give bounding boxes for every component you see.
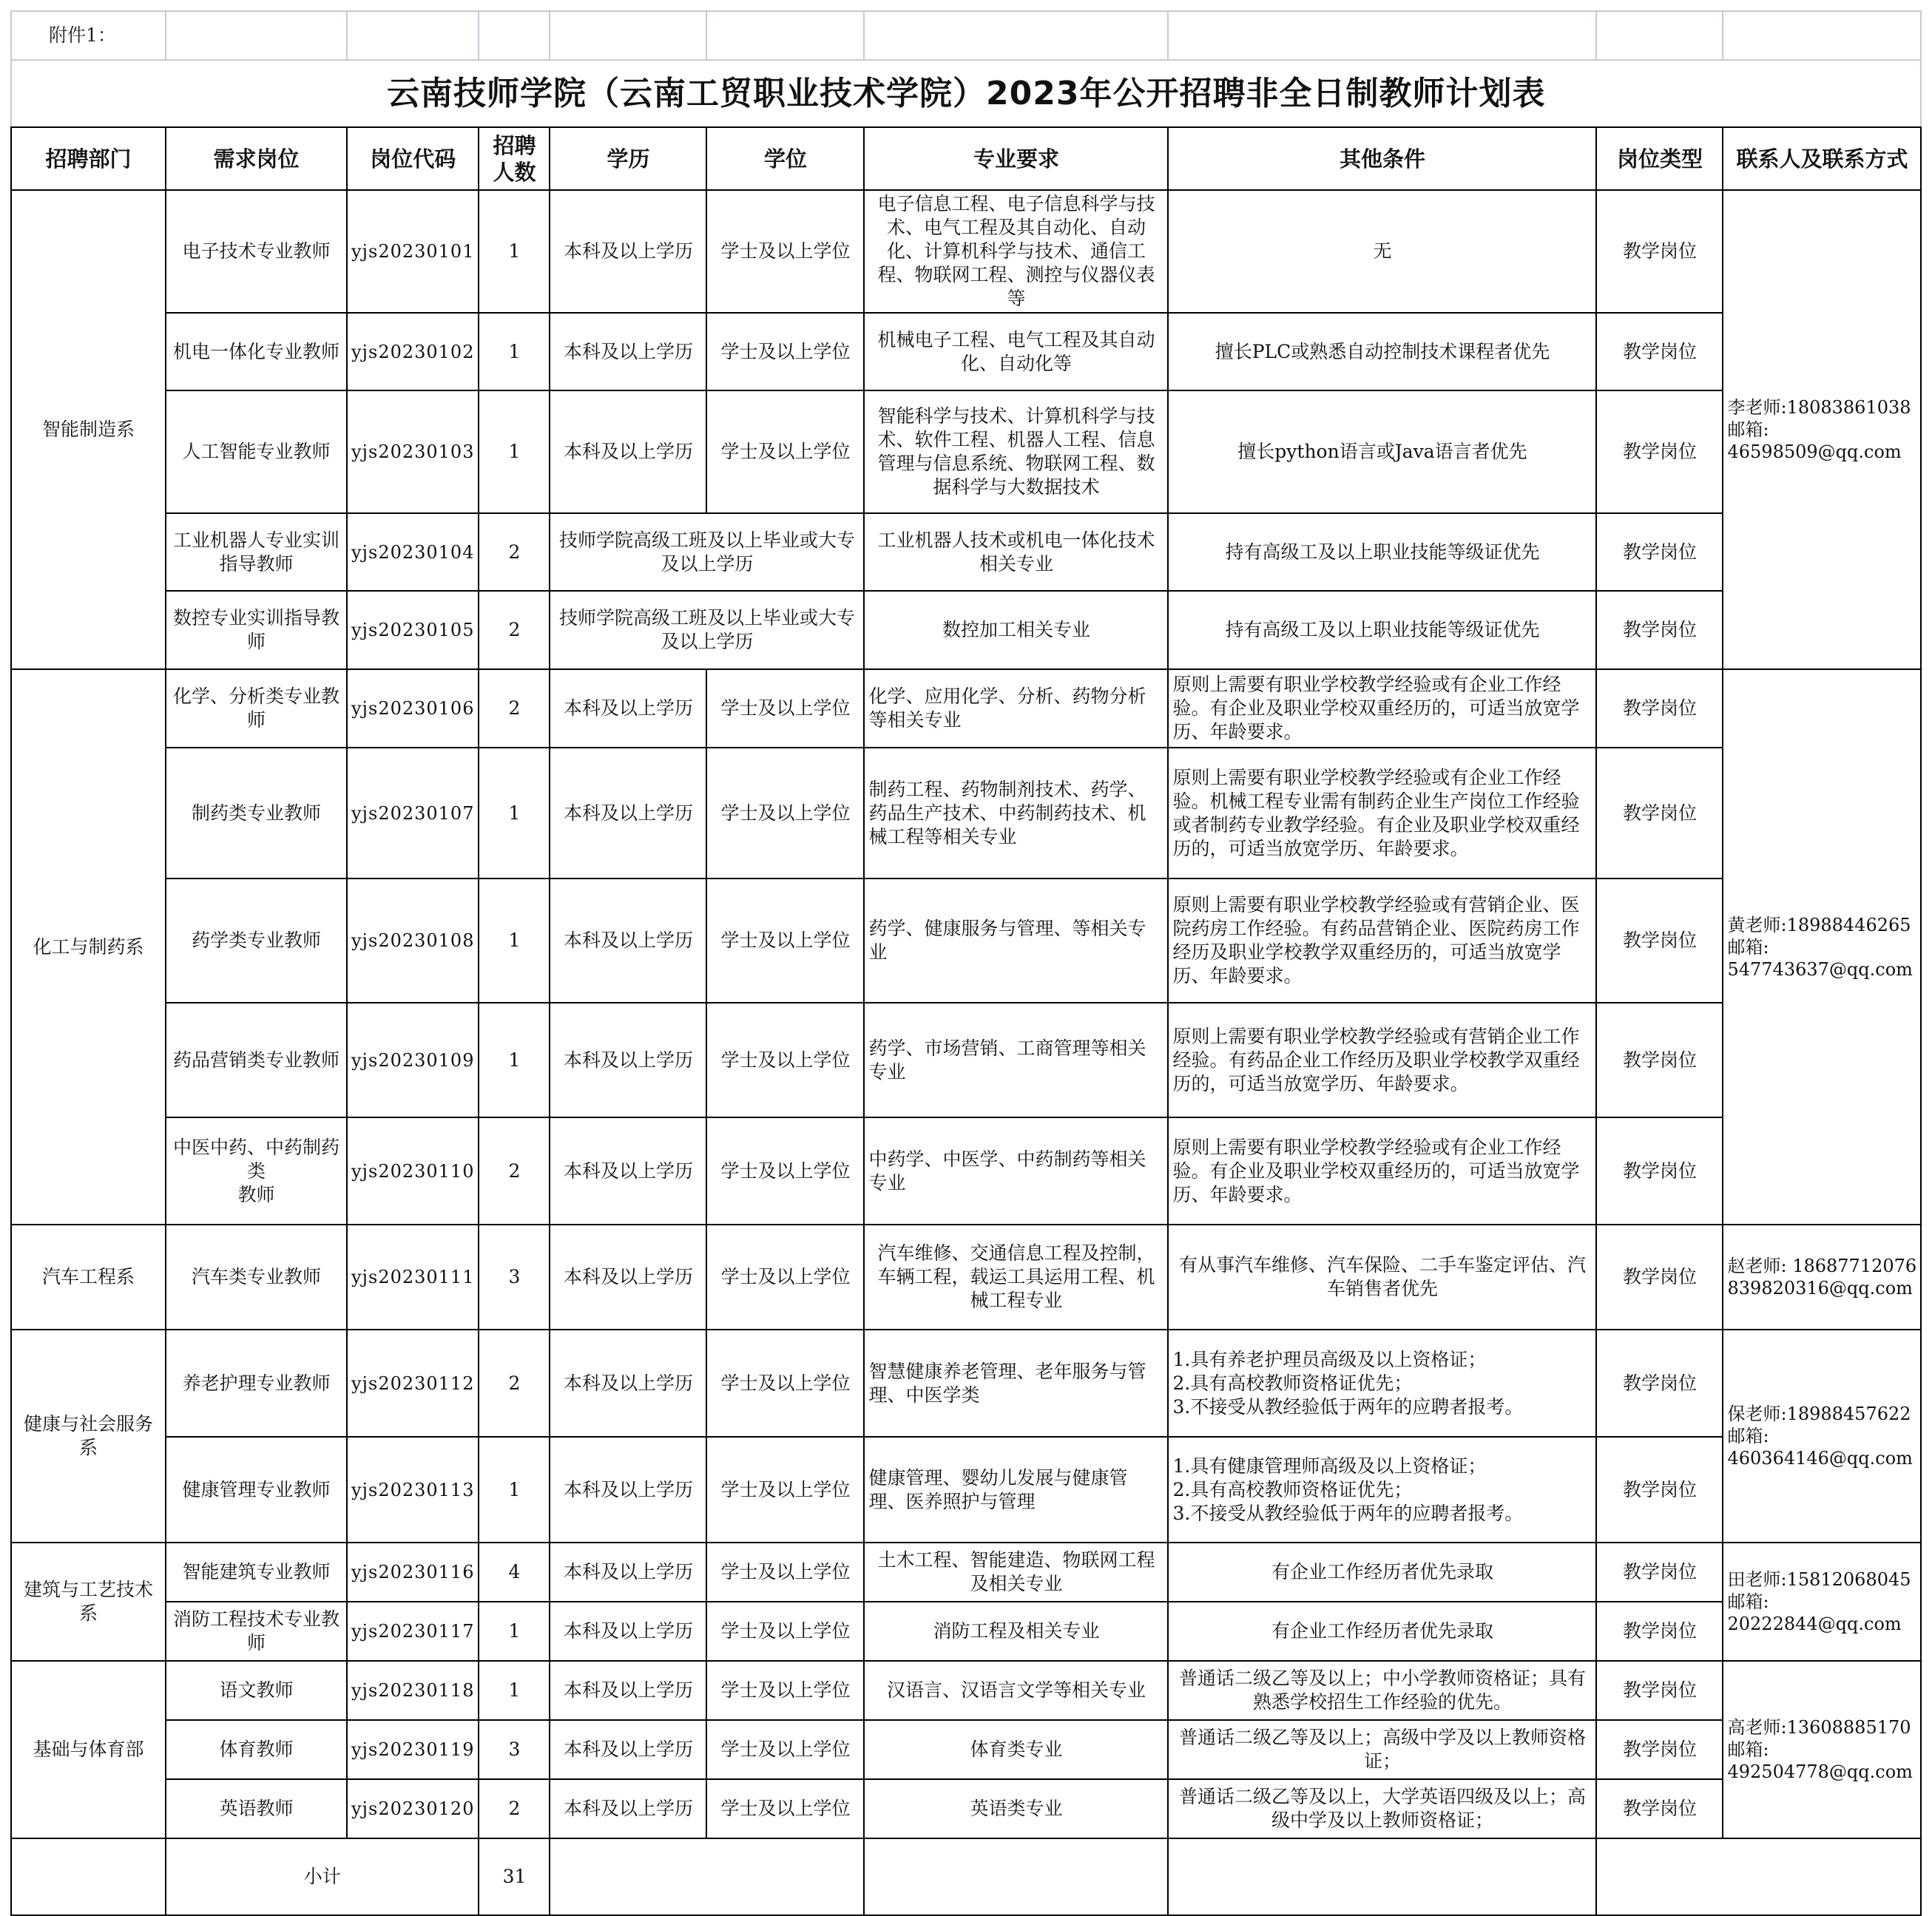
- code-cell: yjs20230104: [347, 513, 479, 591]
- table-row: [11, 748, 1921, 879]
- count-cell: 1: [479, 748, 550, 879]
- other-cell: 原则上需要有职业学校教学经验或有企业工作经验。有企业及职业学校双重经历的，可适当放宽学历、年龄要求。: [1168, 1117, 1596, 1225]
- position-cell: 机电一体化专业教师: [166, 313, 347, 390]
- degree-cell: 学士及以上学位: [706, 1720, 864, 1779]
- type-cell: 教学岗位: [1596, 190, 1723, 313]
- position-cell: 药学类专业教师: [166, 879, 347, 1003]
- table-row: [11, 591, 1921, 669]
- other-cell: 持有高级工及以上职业技能等级证优先: [1168, 513, 1596, 591]
- education-cell: 本科及以上学历: [550, 1330, 706, 1437]
- type-cell: 教学岗位: [1596, 591, 1723, 669]
- table-row: [11, 669, 1921, 748]
- position-cell: 数控专业实训指导教师: [166, 591, 347, 669]
- other-cell: 1.具有健康管理师高级及以上资格证； 2.具有高校教师资格证优先； 3.不接受从教经验低于两年的应聘者报考。: [1168, 1437, 1596, 1543]
- type-cell: 教学岗位: [1596, 390, 1723, 513]
- major-cell: 药学、市场营销、工商管理等相关专业: [864, 1003, 1168, 1117]
- position-cell: 养老护理专业教师: [166, 1330, 347, 1437]
- table-row: [11, 879, 1921, 1003]
- major-cell: 智慧健康养老管理、老年服务与管理、中医学类: [864, 1330, 1168, 1437]
- type-cell: 教学岗位: [1596, 1720, 1723, 1779]
- table-row: [11, 313, 1921, 390]
- code-cell: yjs20230101: [347, 190, 479, 313]
- attachment-row: [11, 11, 1921, 60]
- position-cell: 中医中药、中药制药类 教师: [166, 1117, 347, 1225]
- other-cell: 有企业工作经历者优先录取: [1168, 1543, 1596, 1602]
- subtotal-row: [11, 1838, 1921, 1915]
- major-cell: 体育类专业: [864, 1720, 1168, 1779]
- major-cell: 化学、应用化学、分析、药物分析等相关专业: [864, 669, 1168, 748]
- education-cell: 本科及以上学历: [550, 669, 706, 748]
- code-cell: yjs20230102: [347, 313, 479, 390]
- type-cell: 教学岗位: [1596, 748, 1723, 879]
- header-dept: 招聘部门: [11, 127, 166, 190]
- code-cell: yjs20230120: [347, 1779, 479, 1838]
- code-cell: yjs20230110: [347, 1117, 479, 1225]
- degree-cell: 学士及以上学位: [706, 313, 864, 390]
- table-row: [11, 513, 1921, 591]
- degree-cell: 学士及以上学位: [706, 1661, 864, 1720]
- other-cell: 有企业工作经历者优先录取: [1168, 1602, 1596, 1661]
- major-cell: 汽车维修、交通信息工程及控制，车辆工程，载运工具运用工程、机械工程专业: [864, 1225, 1168, 1330]
- count-cell: 1: [479, 1003, 550, 1117]
- header-code: 岗位代码: [347, 127, 479, 190]
- position-cell: 电子技术专业教师: [166, 190, 347, 313]
- code-cell: yjs20230109: [347, 1003, 479, 1117]
- position-cell: 制药类专业教师: [166, 748, 347, 879]
- type-cell: 教学岗位: [1596, 669, 1723, 748]
- code-cell: yjs20230112: [347, 1330, 479, 1437]
- table-row: [11, 1437, 1921, 1543]
- education-cell: 本科及以上学历: [550, 1602, 706, 1661]
- contact-cell: 李老师:18083861038 邮箱: 46598509@qq.com: [1723, 190, 1921, 669]
- degree-cell: 学士及以上学位: [706, 1602, 864, 1661]
- table-row: [11, 1330, 1921, 1437]
- header-education: 学历: [550, 127, 706, 190]
- contact-cell: 田老师:15812068045 邮箱: 20222844@qq.com: [1723, 1543, 1921, 1661]
- major-cell: 工业机器人技术或机电一体化技术相关专业: [864, 513, 1168, 591]
- count-cell: 1: [479, 313, 550, 390]
- major-cell: 中药学、中医学、中药制药等相关专业: [864, 1117, 1168, 1225]
- count-cell: 1: [479, 1661, 550, 1720]
- attachment-label: 附件1：: [11, 11, 166, 60]
- other-cell: 原则上需要有职业学校教学经验或有营销企业工作经验。有药品企业工作经历及职业学校教学双重经历的，可适当放宽学历、年龄要求。: [1168, 1003, 1596, 1117]
- other-cell: 普通话二级乙等及以上，大学英语四级及以上；高级中学及以上教师资格证；: [1168, 1779, 1596, 1838]
- code-cell: yjs20230119: [347, 1720, 479, 1779]
- table-row: [11, 1225, 1921, 1330]
- education-cell: 本科及以上学历: [550, 1437, 706, 1543]
- type-cell: 教学岗位: [1596, 1225, 1723, 1330]
- count-cell: 2: [479, 1117, 550, 1225]
- code-cell: yjs20230117: [347, 1602, 479, 1661]
- header-major: 专业要求: [864, 127, 1168, 190]
- count-cell: 2: [479, 1330, 550, 1437]
- page-title: 云南技师学院（云南工贸职业技术学院）2023年公开招聘非全日制教师计划表: [11, 60, 1921, 127]
- department-cell: 智能制造系: [11, 190, 166, 669]
- table-row: [11, 1543, 1921, 1602]
- position-cell: 语文教师: [166, 1661, 347, 1720]
- position-cell: 健康管理专业教师: [166, 1437, 347, 1543]
- education-cell: 本科及以上学历: [550, 1779, 706, 1838]
- other-cell: 1.具有养老护理员高级及以上资格证； 2.具有高校教师资格证优先； 3.不接受从教经验低于两年的应聘者报考。: [1168, 1330, 1596, 1437]
- count-cell: 2: [479, 513, 550, 591]
- major-cell: 药学、健康服务与管理、等相关专业: [864, 879, 1168, 1003]
- other-cell: 普通话二级乙等及以上；高级中学及以上教师资格证；: [1168, 1720, 1596, 1779]
- table-row: [11, 1602, 1921, 1661]
- education-cell: 本科及以上学历: [550, 1225, 706, 1330]
- education-cell: 本科及以上学历: [550, 1003, 706, 1117]
- other-cell: 原则上需要有职业学校教学经验或有企业工作经验。机械工程专业需有制药企业生产岗位工作经验或者制药专业教学经验。有企业及职业学校双重经历的，可适当放宽学历、年龄要求。: [1168, 748, 1596, 879]
- header-type: 岗位类型: [1596, 127, 1723, 190]
- position-cell: 工业机器人专业实训指导教师: [166, 513, 347, 591]
- major-cell: 智能科学与技术、计算机科学与技术、软件工程、机器人工程、信息管理与信息系统、物联网工程、数据科学与大数据技术: [864, 390, 1168, 513]
- other-cell: 普通话二级乙等及以上；中小学教师资格证；具有熟悉学校招生工作经验的优先。: [1168, 1661, 1596, 1720]
- table-row: [11, 190, 1921, 313]
- education-cell: 本科及以上学历: [550, 1661, 706, 1720]
- degree-cell: 学士及以上学位: [706, 1437, 864, 1543]
- degree-cell: 学士及以上学位: [706, 390, 864, 513]
- type-cell: 教学岗位: [1596, 1003, 1723, 1117]
- other-cell: 原则上需要有职业学校教学经验或有企业工作经验。有企业及职业学校双重经历的，可适当放宽学历、年龄要求。: [1168, 669, 1596, 748]
- count-cell: 1: [479, 879, 550, 1003]
- degree-cell: 学士及以上学位: [706, 1225, 864, 1330]
- education-cell: 本科及以上学历: [550, 190, 706, 313]
- table-row: [11, 1003, 1921, 1117]
- education-cell: 本科及以上学历: [550, 748, 706, 879]
- major-cell: 制药工程、药物制剂技术、药学、药品生产技术、中药制药技术、机械工程等相关专业: [864, 748, 1168, 879]
- recruitment-plan-table: [10, 10, 1922, 1916]
- code-cell: yjs20230107: [347, 748, 479, 879]
- table-row: [11, 1661, 1921, 1720]
- count-cell: 1: [479, 190, 550, 313]
- code-cell: yjs20230113: [347, 1437, 479, 1543]
- other-cell: 原则上需要有职业学校教学经验或有营销企业、医院药房工作经验。有药品营销企业、医院药房工作经历及职业学校教学双重经历的，可适当放宽学历、年龄要求。: [1168, 879, 1596, 1003]
- code-cell: yjs20230108: [347, 879, 479, 1003]
- code-cell: yjs20230103: [347, 390, 479, 513]
- position-cell: 英语教师: [166, 1779, 347, 1838]
- code-cell: yjs20230106: [347, 669, 479, 748]
- table-row: [11, 1720, 1921, 1779]
- code-cell: yjs20230116: [347, 1543, 479, 1602]
- major-cell: 机械电子工程、电气工程及其自动化、自动化等: [864, 313, 1168, 390]
- type-cell: 教学岗位: [1596, 1330, 1723, 1437]
- count-cell: 2: [479, 591, 550, 669]
- type-cell: 教学岗位: [1596, 1779, 1723, 1838]
- major-cell: 英语类专业: [864, 1779, 1168, 1838]
- major-cell: 消防工程及相关专业: [864, 1602, 1168, 1661]
- major-cell: 健康管理、婴幼儿发展与健康管理、医养照护与管理: [864, 1437, 1168, 1543]
- education-cell: 本科及以上学历: [550, 390, 706, 513]
- major-cell: 数控加工相关专业: [864, 591, 1168, 669]
- degree-cell: 学士及以上学位: [706, 1543, 864, 1602]
- education-cell: 本科及以上学历: [550, 1117, 706, 1225]
- contact-cell: 保老师:18988457622 邮箱: 460364146@qq.com: [1723, 1330, 1921, 1543]
- education-cell: 技师学院高级工班及以上毕业或大专及以上学历: [550, 591, 864, 669]
- count-cell: 2: [479, 1779, 550, 1838]
- header-degree: 学位: [706, 127, 864, 190]
- type-cell: 教学岗位: [1596, 1543, 1723, 1602]
- count-cell: 2: [479, 669, 550, 748]
- count-cell: 4: [479, 1543, 550, 1602]
- contact-cell: 赵老师: 18687712076 839820316@qq.com: [1723, 1225, 1921, 1330]
- table-row: [11, 390, 1921, 513]
- department-cell: 基础与体育部: [11, 1661, 166, 1838]
- degree-cell: 学士及以上学位: [706, 1779, 864, 1838]
- position-cell: 化学、分析类专业教师: [166, 669, 347, 748]
- degree-cell: 学士及以上学位: [706, 1330, 864, 1437]
- department-cell: 健康与社会服务系: [11, 1330, 166, 1543]
- position-cell: 汽车类专业教师: [166, 1225, 347, 1330]
- header-other: 其他条件: [1168, 127, 1596, 190]
- count-cell: 1: [479, 390, 550, 513]
- code-cell: yjs20230118: [347, 1661, 479, 1720]
- count-cell: 3: [479, 1720, 550, 1779]
- header-count: 招聘 人数: [479, 127, 550, 190]
- title-row: [11, 60, 1921, 127]
- table-row: [11, 1117, 1921, 1225]
- subtotal-label: 小计: [166, 1838, 479, 1915]
- education-cell: 本科及以上学历: [550, 1543, 706, 1602]
- contact-cell: 黄老师:18988446265 邮箱: 547743637@qq.com: [1723, 669, 1921, 1225]
- type-cell: 教学岗位: [1596, 313, 1723, 390]
- header-row: [11, 127, 1921, 190]
- position-cell: 智能建筑专业教师: [166, 1543, 347, 1602]
- degree-cell: 学士及以上学位: [706, 190, 864, 313]
- type-cell: 教学岗位: [1596, 1117, 1723, 1225]
- type-cell: 教学岗位: [1596, 1602, 1723, 1661]
- code-cell: yjs20230105: [347, 591, 479, 669]
- position-cell: 药品营销类专业教师: [166, 1003, 347, 1117]
- education-cell: 本科及以上学历: [550, 879, 706, 1003]
- other-cell: 有从事汽车维修、汽车保险、二手车鉴定评估、汽车销售者优先: [1168, 1225, 1596, 1330]
- type-cell: 教学岗位: [1596, 1437, 1723, 1543]
- other-cell: 无: [1168, 190, 1596, 313]
- major-cell: 土木工程、智能建造、物联网工程及相关专业: [864, 1543, 1168, 1602]
- degree-cell: 学士及以上学位: [706, 1003, 864, 1117]
- education-cell: 本科及以上学历: [550, 1720, 706, 1779]
- degree-cell: 学士及以上学位: [706, 879, 864, 1003]
- degree-cell: 学士及以上学位: [706, 748, 864, 879]
- position-cell: 消防工程技术专业教师: [166, 1602, 347, 1661]
- position-cell: 体育教师: [166, 1720, 347, 1779]
- contact-cell: 高老师:13608885170 邮箱: 492504778@qq.com: [1723, 1661, 1921, 1838]
- education-cell: 本科及以上学历: [550, 313, 706, 390]
- other-cell: 擅长python语言或Java语言者优先: [1168, 390, 1596, 513]
- count-cell: 3: [479, 1225, 550, 1330]
- department-cell: 汽车工程系: [11, 1225, 166, 1330]
- major-cell: 汉语言、汉语言文学等相关专业: [864, 1661, 1168, 1720]
- subtotal-count: 31: [479, 1838, 550, 1915]
- type-cell: 教学岗位: [1596, 879, 1723, 1003]
- other-cell: 擅长PLC或熟悉自动控制技术课程者优先: [1168, 313, 1596, 390]
- type-cell: 教学岗位: [1596, 1661, 1723, 1720]
- header-contact: 联系人及联系方式: [1723, 127, 1921, 190]
- header-position: 需求岗位: [166, 127, 347, 190]
- position-cell: 人工智能专业教师: [166, 390, 347, 513]
- education-cell: 技师学院高级工班及以上毕业或大专及以上学历: [550, 513, 864, 591]
- count-cell: 1: [479, 1437, 550, 1543]
- type-cell: 教学岗位: [1596, 513, 1723, 591]
- table-row: [11, 1779, 1921, 1838]
- degree-cell: 学士及以上学位: [706, 669, 864, 748]
- department-cell: 建筑与工艺技术系: [11, 1543, 166, 1661]
- count-cell: 1: [479, 1602, 550, 1661]
- major-cell: 电子信息工程、电子信息科学与技术、电气工程及其自动化、自动化、计算机科学与技术、通信工程、物联网工程、测控与仪器仪表等: [864, 190, 1168, 313]
- degree-cell: 学士及以上学位: [706, 1117, 864, 1225]
- other-cell: 持有高级工及以上职业技能等级证优先: [1168, 591, 1596, 669]
- department-cell: 化工与制药系: [11, 669, 166, 1225]
- code-cell: yjs20230111: [347, 1225, 479, 1330]
